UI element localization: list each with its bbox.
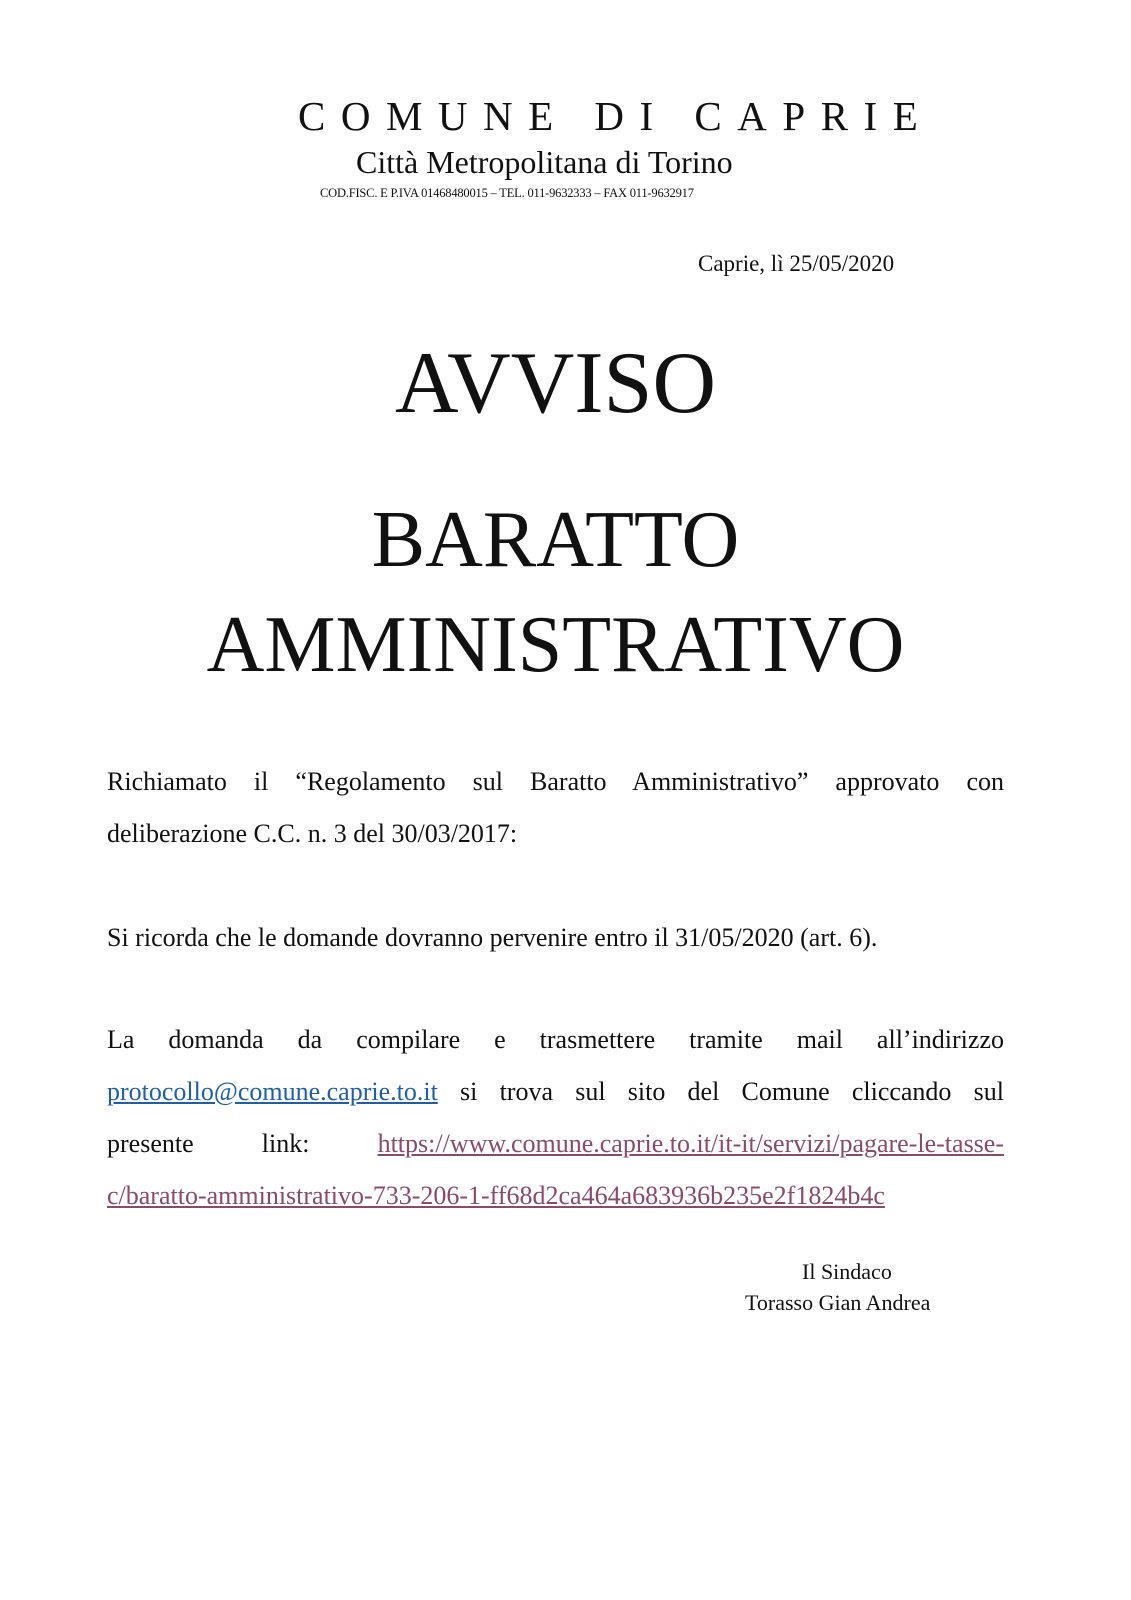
paragraph-application-line2-text: si trova sul sito del Comune cliccando sul	[437, 1077, 1004, 1106]
subject-title-line1: BARATTO	[371, 496, 740, 584]
metropolitan-city: Città Metropolitana di Torino	[356, 144, 733, 180]
subject-title-line2: AMMINISTRATIVO	[206, 601, 905, 689]
paragraph-regulation	[107, 756, 1004, 860]
paragraph-application-line1: La domanda da compilare e trasmettere tramite mail all’indirizzo	[107, 1025, 1004, 1054]
paragraph-deadline: Si ricorda che le domande dovranno pervenire entro il 31/05/2020 (art. 6).	[107, 923, 878, 952]
link-prefix-text: presente link:	[107, 1129, 378, 1158]
signature-role: Il Sindaco	[802, 1259, 892, 1284]
municipality-name: COMUNE DI CAPRIE	[298, 93, 934, 139]
website-link-part2[interactable]: c/baratto-amministrativo-733-206-1-ff68d2ca464a683936b235e2f1824b4c	[107, 1181, 885, 1210]
contact-info-line: COD.FISC. E P.IVA 01468480015 – TEL. 011-9632333 – FAX 011-9632917	[320, 186, 694, 200]
paragraph-application	[107, 1014, 1004, 1222]
paragraph-application-line2	[107, 1066, 1004, 1118]
signature-name: Torasso Gian Andrea	[745, 1290, 931, 1315]
paragraph-application-line3	[107, 1118, 1004, 1170]
website-link-part1[interactable]: https://www.comune.caprie.to.it/it-it/servizi/pagare-le-tasse-	[377, 1129, 1004, 1158]
place-date-line: Caprie, lì 25/05/2020	[698, 251, 895, 276]
email-link[interactable]: protocollo@comune.caprie.to.it	[107, 1077, 438, 1106]
paragraph-regulation-line2: deliberazione C.C. n. 3 del 30/03/2017:	[107, 819, 518, 848]
paragraph-application-line4	[107, 1170, 1004, 1222]
notice-title: AVVISO	[394, 335, 717, 432]
paragraph-regulation-line1: Richiamato il “Regolamento sul Baratto Amministrativo” approvato con	[107, 767, 1004, 796]
